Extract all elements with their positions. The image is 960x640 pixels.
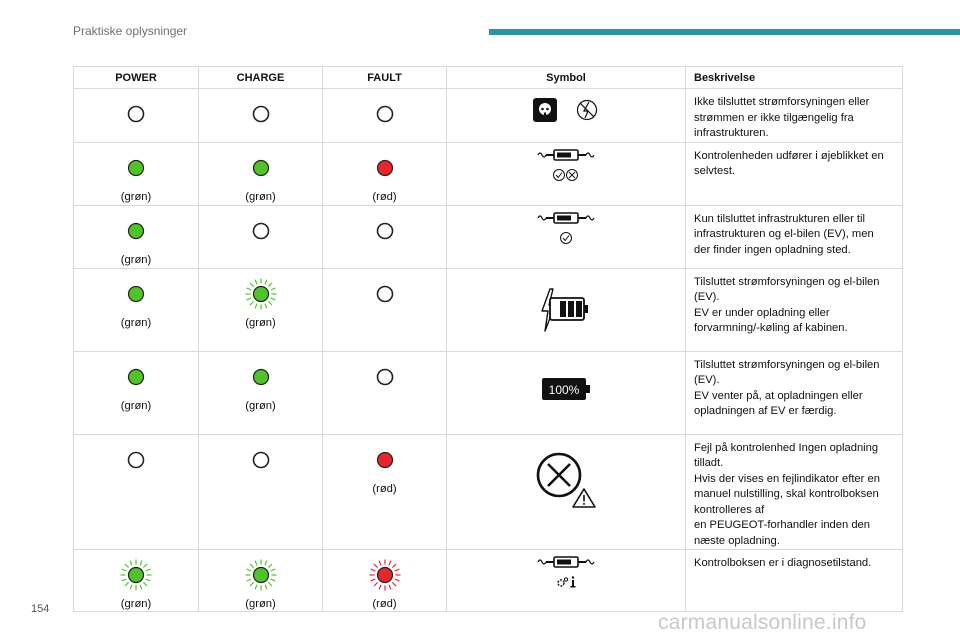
led-green-blinking-icon xyxy=(75,558,197,592)
led-off-icon xyxy=(75,97,197,131)
table-row xyxy=(74,550,903,612)
fault-led-cell xyxy=(323,351,447,434)
led-color-label: (rød) xyxy=(372,190,397,203)
led-green-icon xyxy=(75,151,197,185)
charging-cable-check-fault-icon xyxy=(447,142,686,205)
power-led-cell xyxy=(74,142,199,205)
led-color-label: (grøn) xyxy=(120,399,152,412)
header-accent-bar xyxy=(489,29,960,35)
led-green-blinking-icon xyxy=(200,558,321,592)
charge-led-cell xyxy=(199,142,323,205)
row-description: Fejl på kontrolenhed Ingen opladning tilladt. Hvis der vises en fejlindikator efter en manuel nulstilling, skal kontrolboksen kontrolleres af en PEUGEOT-forhandler inden den næste opladning. xyxy=(686,434,903,550)
plug-and-no-power-icon xyxy=(447,89,686,143)
battery-full-icon xyxy=(447,351,686,434)
led-color-label: (grøn) xyxy=(120,316,152,329)
battery-charging-icon xyxy=(447,268,686,351)
led-green-icon xyxy=(75,360,197,394)
charging-cable-check-icon xyxy=(447,205,686,268)
row-description: Tilsluttet strømforsyningen og el-bilen (EV). EV venter på, at opladningen eller opladningen af EV er færdig. xyxy=(686,351,903,434)
led-off-icon xyxy=(324,277,445,311)
table-header-row xyxy=(74,67,903,89)
charge-led-cell xyxy=(199,205,323,268)
led-status-table xyxy=(73,66,903,612)
charge-led-cell xyxy=(199,550,323,612)
led-off-icon xyxy=(200,97,321,131)
led-color-label: (grøn) xyxy=(120,598,152,610)
power-led-cell xyxy=(74,89,199,143)
led-color-label: (grøn) xyxy=(245,316,276,329)
led-red-blinking-icon xyxy=(324,558,445,592)
fault-led-cell xyxy=(323,142,447,205)
charge-led-cell xyxy=(199,268,323,351)
led-off-icon xyxy=(200,214,321,248)
row-description: Kontrolenheden udfører i øjeblikket en selvtest. xyxy=(686,142,903,205)
led-red-icon xyxy=(324,443,445,477)
led-off-icon xyxy=(200,443,321,477)
header-description: Beskrivelse xyxy=(686,67,903,89)
header-power: POWER xyxy=(74,67,199,89)
led-color-label: (grøn) xyxy=(245,190,276,203)
power-led-cell xyxy=(74,205,199,268)
led-green-blinking-icon xyxy=(200,277,321,311)
fault-led-cell xyxy=(323,89,447,143)
row-description: Ikke tilsluttet strømforsyningen eller strømmen er ikke tilgængelig fra infrastrukturen. xyxy=(686,89,903,143)
fault-led-cell xyxy=(323,550,447,612)
led-off-icon xyxy=(324,214,445,248)
led-color-label: (rød) xyxy=(372,598,397,610)
led-green-icon xyxy=(200,151,321,185)
table-row xyxy=(74,142,903,205)
led-green-icon xyxy=(75,277,197,311)
led-off-icon xyxy=(324,360,445,394)
led-color-label: (grøn) xyxy=(120,190,152,203)
header-symbol: Symbol xyxy=(447,67,686,89)
power-led-cell xyxy=(74,351,199,434)
charging-cable-diagnostic-icon xyxy=(447,550,686,612)
charge-led-cell xyxy=(199,434,323,550)
led-off-icon xyxy=(324,97,445,131)
led-color-label: (grøn) xyxy=(245,598,276,610)
led-color-label: (grøn) xyxy=(120,253,152,266)
led-green-icon xyxy=(200,360,321,394)
table-row xyxy=(74,351,903,434)
row-description: Kontrolboksen er i diagnosetilstand. xyxy=(686,550,903,612)
watermark: carmanualsonline.info xyxy=(658,611,867,634)
row-description: Tilsluttet strømforsyningen og el-bilen (EV). EV er under opladning eller forvarmning/-køling af kabinen. xyxy=(686,268,903,351)
page-header-title: Praktiske oplysninger xyxy=(73,24,188,38)
charge-led-cell xyxy=(199,351,323,434)
header-fault: FAULT xyxy=(323,67,447,89)
fault-led-cell xyxy=(323,434,447,550)
led-off-icon xyxy=(75,443,197,477)
led-red-icon xyxy=(324,151,445,185)
led-color-label: (grøn) xyxy=(245,399,276,412)
table-row xyxy=(74,89,903,143)
table-row xyxy=(74,434,903,550)
power-led-cell xyxy=(74,434,199,550)
table-row xyxy=(74,205,903,268)
fault-led-cell xyxy=(323,268,447,351)
power-led-cell xyxy=(74,550,199,612)
fault-warning-icon xyxy=(447,434,686,550)
charge-led-cell xyxy=(199,89,323,143)
fault-led-cell xyxy=(323,205,447,268)
page-number: 154 xyxy=(31,603,50,615)
led-green-icon xyxy=(75,214,197,248)
svg-text:100%: 100% xyxy=(548,382,580,397)
power-led-cell xyxy=(74,268,199,351)
table-row xyxy=(74,268,903,351)
header-charge: CHARGE xyxy=(199,67,323,89)
led-color-label: (rød) xyxy=(372,482,397,495)
row-description: Kun tilsluttet infrastrukturen eller til infrastrukturen og el-bilen (EV), men der finder ingen opladning sted. xyxy=(686,205,903,268)
